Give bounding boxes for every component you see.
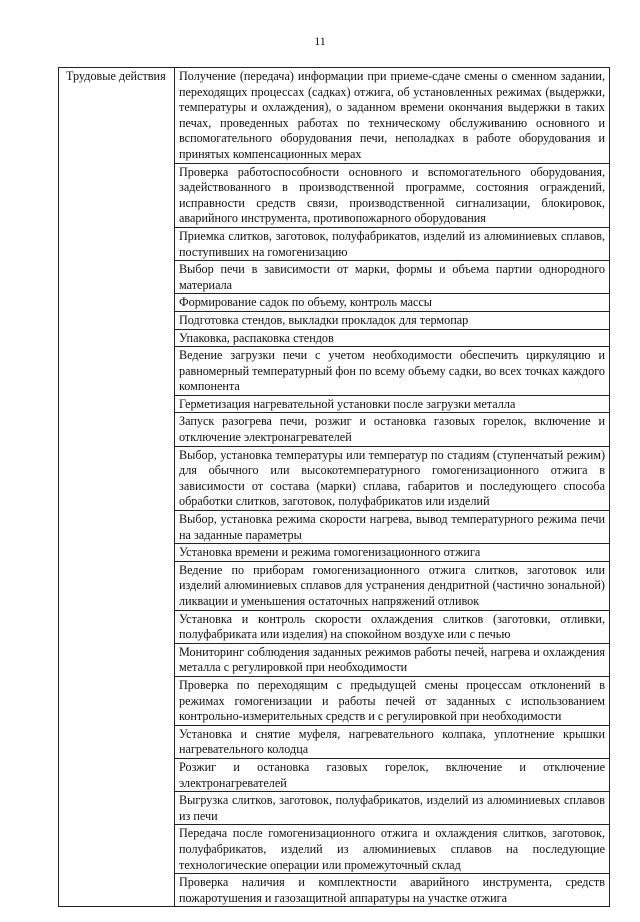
table-cell: Передача после гомогенизационного отжига и охлаждения слитков, заготовок, полуфабрикатов, изделий из алюминиевых сплавов на последующие технологические операции или промежуточный склад: [175, 825, 610, 874]
table-cell: Выгрузка слитков, заготовок, полуфабрикатов, изделий из алюминиевых сплавов из печи: [175, 792, 610, 825]
table-cell: Приемка слитков, заготовок, полуфабрикатов, изделий из алюминиевых сплавов, поступивших на гомогенизацию: [175, 227, 610, 260]
table-cell: Выбор, установка режима скорости нагрева, вывод температурного режима печи на заданные параметры: [175, 511, 610, 544]
row-label: Трудовые действия: [59, 68, 175, 907]
table-cell: Установка и контроль скорости охлаждения слитков (заготовки, отливки, полуфабриката или изделия) на спокойном воздухе или с печью: [175, 610, 610, 643]
table-cell: Формирование садок по объему, контроль массы: [175, 294, 610, 312]
table-cell: Запуск разогрева печи, розжиг и остановка газовых горелок, включение и отключение электронагревателей: [175, 413, 610, 446]
table-cell: Упаковка, распаковка стендов: [175, 329, 610, 347]
table-cell: Получение (передача) информации при приеме-сдаче смены о сменном задании, переходящих процессах (садках) отжига, об установленных режимах (выдержки, температуры и охлаждения), о заданном времени окончания выдержки в таких печах, проведенных работах по техническому обслуживанию основного и вспомогательного оборудования печи, неполадках в работе оборудования и принятых компенсационных мерах: [175, 68, 610, 164]
table-cell: Ведение по приборам гомогенизационного отжига слитков, заготовок или изделий алюминиевых сплавов для устранения дендритной (частично зональной) ликвации и уменьшения остаточных напряжений отливок: [175, 561, 610, 610]
table-cell: Герметизация нагревательной установки после загрузки металла: [175, 395, 610, 413]
table-cell: Выбор печи в зависимости от марки, формы и объема партии однородного материала: [175, 261, 610, 294]
table-cell: Мониторинг соблюдения заданных режимов работы печей, нагрева и охлаждения металла с регулировкой при необходимости: [175, 643, 610, 676]
labor-actions-table: [58, 67, 610, 907]
table-cell: Проверка работоспособности основного и вспомогательного оборудования, задействованного в производственной программе, состояния ограждений, исправности средств связи, производственной сигнализации, блокировок, аварийного инструмента, противопожарного оборудования: [175, 163, 610, 227]
table-cell: Установка времени и режима гомогенизационного отжига: [175, 544, 610, 562]
table-cell: Выбор, установка температуры или температур по стадиям (ступенчатый режим) для обычного или высокотемпературного гомогенизационного отжига в зависимости от состава (марки) сплава, габаритов и последующего способа обработки слитков, заготовок, полуфабрикатов или изделий: [175, 446, 610, 510]
table-cell: Ведение загрузки печи с учетом необходимости обеспечить циркуляцию и равномерный температурный фон по всему объему садки, во всех точках каждого компонента: [175, 347, 610, 396]
table-cell: Розжиг и остановка газовых горелок, включение и отключение электронагревателей: [175, 758, 610, 791]
table-cell: Проверка наличия и комплектности аварийного инструмента, средств пожаротушения и газозащитной аппаратуры на участке отжига: [175, 874, 610, 907]
page-number: 11: [314, 34, 326, 48]
table-cell: Проверка по переходящим с предыдущей смены процессам отклонений в режимах гомогенизации и работы печей от заданных с использованием контрольно-измерительных средств и с регулировкой при необходимости: [175, 676, 610, 725]
table-row: [59, 68, 610, 164]
table-cell: Установка и снятие муфеля, нагревательного колпака, уплотнение крышки нагревательного колодца: [175, 725, 610, 758]
table-cell: Подготовка стендов, выкладки прокладок для термопар: [175, 311, 610, 329]
